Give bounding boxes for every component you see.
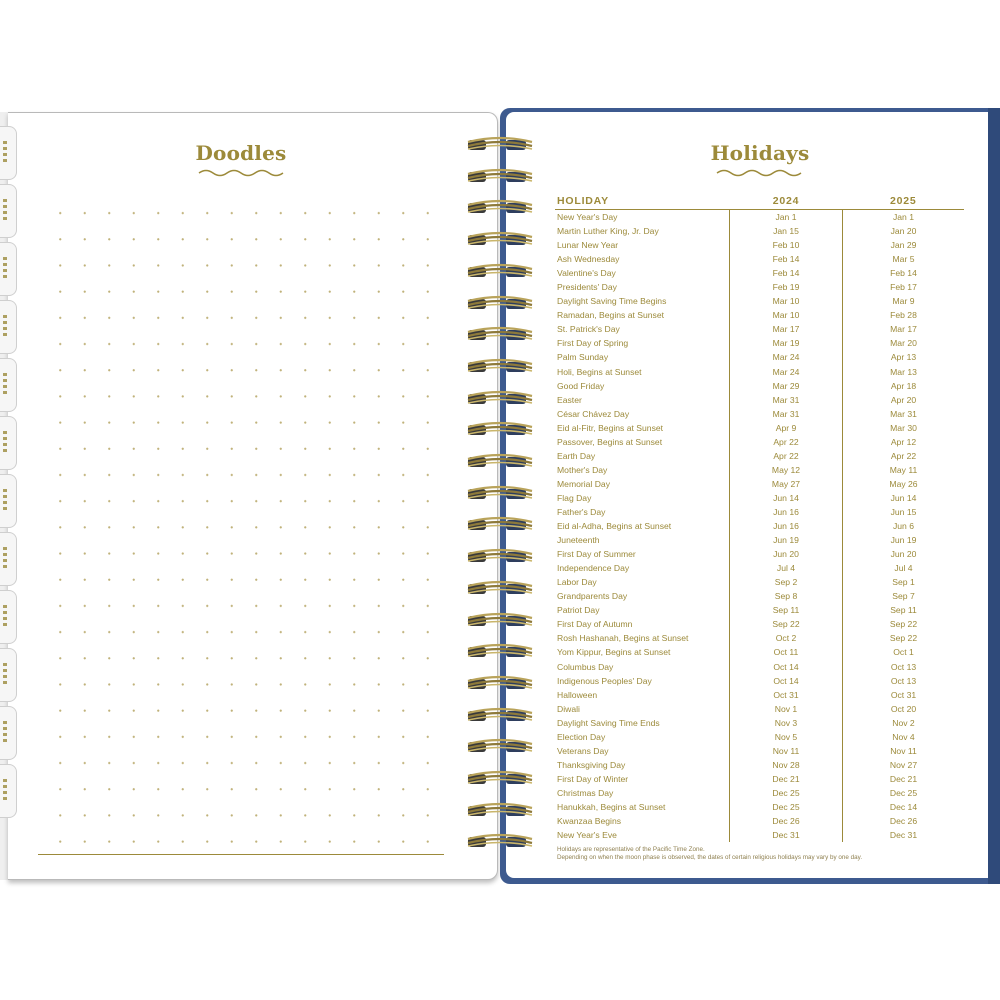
month-tab[interactable]	[0, 764, 17, 818]
holiday-name-cell: Good Friday	[557, 380, 605, 391]
month-tab[interactable]	[0, 300, 17, 354]
holiday-name-cell: New Year's Eve	[557, 830, 617, 841]
date-2024-cell: May 27	[730, 477, 843, 491]
holiday-name-cell: First Day of Winter	[557, 773, 629, 784]
date-2024-cell: Mar 10	[730, 308, 843, 322]
date-2025-cell: Nov 27	[889, 759, 918, 770]
binding-ring-icon	[462, 263, 540, 281]
binding-ring-icon	[462, 390, 540, 408]
table-row	[555, 365, 964, 379]
date-2024-cell: Feb 10	[730, 238, 843, 252]
holiday-name-cell: César Chávez Day	[557, 408, 630, 419]
date-2024-cell: Nov 1	[730, 702, 843, 716]
date-2024-cell: Jun 20	[730, 547, 843, 561]
table-row	[555, 252, 964, 266]
binding-ring-icon	[462, 802, 540, 820]
date-2024-cell: Apr 22	[730, 449, 843, 463]
holiday-name-cell: Passover, Begins at Sunset	[557, 436, 663, 447]
table-row	[555, 716, 964, 730]
binding-ring-icon	[462, 770, 540, 788]
holiday-name-cell: First Day of Autumn	[557, 619, 633, 630]
holiday-name-cell: Flag Day	[557, 492, 592, 503]
date-2024-cell: Sep 11	[730, 603, 843, 617]
table-row	[555, 702, 964, 716]
date-2025-cell: Apr 12	[890, 436, 917, 447]
date-2025-cell: Jun 20	[890, 549, 917, 560]
binding-ring-icon	[462, 643, 540, 661]
date-2024-cell: Nov 3	[730, 716, 843, 730]
table-row	[555, 224, 964, 238]
date-2025-cell: Oct 13	[890, 675, 917, 686]
date-2025-cell: Jun 14	[890, 492, 917, 503]
date-2025-cell: Dec 25	[889, 787, 918, 798]
holiday-name-cell: Patriot Day	[557, 605, 600, 616]
holidays-table-body	[555, 210, 964, 843]
date-2024-cell: Jun 14	[730, 491, 843, 505]
table-row	[555, 379, 964, 393]
date-2025-cell: Jan 29	[890, 240, 917, 251]
date-2025-cell: Sep 22	[889, 619, 918, 630]
holiday-name-cell: Valentine's Day	[557, 268, 616, 279]
date-2025-cell: Nov 4	[892, 731, 915, 742]
holidays-footnote	[557, 846, 977, 862]
table-row	[555, 266, 964, 280]
date-2024-cell: Feb 19	[730, 280, 843, 294]
wavy-divider-icon	[198, 168, 284, 178]
column-header-2025: 2025	[843, 194, 965, 210]
dot-grid[interactable]	[48, 200, 438, 844]
table-row	[555, 505, 964, 519]
date-2024-cell: Jun 16	[730, 519, 843, 533]
holidays-title: Holidays	[710, 141, 810, 165]
date-2025-cell: Jun 6	[892, 521, 915, 532]
binding-ring-icon	[462, 453, 540, 471]
date-2025-cell: Apr 18	[890, 380, 917, 391]
date-2025-cell: Oct 1	[893, 647, 914, 658]
holiday-name-cell: Veterans Day	[557, 745, 609, 756]
date-2025-cell: Apr 13	[890, 352, 917, 363]
date-2024-cell: Oct 2	[730, 631, 843, 645]
date-2024-cell: Dec 26	[730, 814, 843, 828]
date-2024-cell: Apr 22	[730, 435, 843, 449]
holiday-name-cell: First Day of Spring	[557, 338, 629, 349]
date-2024-cell: Mar 29	[730, 379, 843, 393]
date-2025-cell: Dec 26	[889, 816, 918, 827]
date-2024-cell: Nov 5	[730, 730, 843, 744]
date-2024-cell: Sep 8	[730, 589, 843, 603]
table-row	[555, 828, 964, 842]
doodle-baseline	[38, 854, 444, 855]
binding-ring-icon	[462, 485, 540, 503]
binding-ring-icon	[462, 833, 540, 851]
date-2025-cell: Oct 20	[890, 703, 917, 714]
date-2025-cell: Sep 7	[892, 591, 915, 602]
holiday-name-cell: Yom Kippur, Begins at Sunset	[557, 647, 671, 658]
table-row	[555, 449, 964, 463]
footnote-line: Holidays are representative of the Pacific Time Zone.	[557, 846, 705, 853]
holiday-name-cell: Earth Day	[557, 450, 596, 461]
table-row	[555, 744, 964, 758]
month-tab[interactable]	[0, 358, 17, 412]
date-2024-cell: Oct 14	[730, 674, 843, 688]
date-2025-cell: Jun 19	[890, 535, 917, 546]
table-row	[555, 210, 964, 225]
binding-ring-icon	[462, 231, 540, 249]
holiday-name-cell: First Day of Summer	[557, 549, 636, 560]
binding-ring-icon	[462, 168, 540, 186]
binding-ring-icon	[462, 612, 540, 630]
holiday-name-cell: Indigenous Peoples' Day	[557, 675, 652, 686]
holiday-name-cell: Ramadan, Begins at Sunset	[557, 310, 665, 321]
month-tab[interactable]	[0, 416, 17, 470]
holiday-name-cell: Eid al-Fitr, Begins at Sunset	[557, 422, 664, 433]
binding-ring-icon	[462, 548, 540, 566]
date-2025-cell: Jan 1	[892, 212, 915, 223]
table-row	[555, 674, 964, 688]
binding-ring-icon	[462, 675, 540, 693]
holiday-name-cell: Ash Wednesday	[557, 254, 620, 265]
twin-wire-spiral-binding-icon	[462, 136, 540, 866]
table-row	[555, 491, 964, 505]
date-2025-cell: Sep 11	[890, 605, 917, 616]
date-2024-cell: Mar 31	[730, 407, 843, 421]
date-2025-cell: Oct 31	[890, 689, 917, 700]
wavy-divider-icon	[716, 168, 802, 178]
date-2025-cell: Nov 2	[892, 717, 915, 728]
table-row	[555, 575, 964, 589]
date-2024-cell: Mar 24	[730, 365, 843, 379]
binding-ring-icon	[462, 295, 540, 313]
date-2025-cell: Oct 13	[890, 661, 917, 672]
doodles-title: Doodles	[195, 141, 287, 165]
holiday-name-cell: Columbus Day	[557, 661, 614, 672]
column-header-2024: 2024	[730, 194, 843, 210]
table-row	[555, 617, 964, 631]
date-2025-cell: Mar 5	[892, 254, 915, 265]
holiday-name-cell: Labor Day	[557, 577, 597, 588]
date-2024-cell: Sep 2	[730, 575, 843, 589]
table-row	[555, 660, 964, 674]
table-row	[555, 814, 964, 828]
table-row	[555, 519, 964, 533]
date-2025-cell: Mar 20	[890, 338, 917, 349]
month-tab[interactable]	[0, 126, 17, 180]
table-row	[555, 533, 964, 547]
date-2025-cell: Jul 4	[894, 563, 913, 574]
date-2025-cell: Apr 22	[890, 450, 917, 461]
date-2024-cell: Mar 17	[730, 322, 843, 336]
date-2024-cell: Mar 24	[730, 350, 843, 364]
table-row	[555, 688, 964, 702]
back-cover-edge	[988, 108, 1000, 884]
table-row	[555, 407, 964, 421]
month-tab[interactable]	[0, 532, 17, 586]
holiday-name-cell: Palm Sunday	[557, 352, 609, 363]
date-2025-cell: Nov 11	[890, 745, 917, 756]
holiday-name-cell: Election Day	[557, 731, 606, 742]
month-tab[interactable]	[0, 648, 17, 702]
date-2025-cell: Mar 31	[890, 408, 917, 419]
date-2025-cell: Dec 14	[889, 801, 918, 812]
holiday-name-cell: Holi, Begins at Sunset	[557, 366, 642, 377]
binding-ring-icon	[462, 326, 540, 344]
date-2024-cell: Apr 9	[730, 421, 843, 435]
holiday-name-cell: Halloween	[557, 689, 598, 700]
date-2025-cell: Jan 20	[890, 226, 917, 237]
date-2024-cell: Oct 31	[730, 688, 843, 702]
table-header-row	[555, 194, 964, 210]
date-2025-cell: Dec 31	[889, 830, 918, 841]
date-2025-cell: Mar 9	[892, 296, 915, 307]
date-2025-cell: Dec 21	[889, 773, 918, 784]
date-2025-cell: Mar 13	[890, 366, 917, 377]
holiday-name-cell: Martin Luther King, Jr. Day	[557, 226, 659, 237]
holiday-name-cell: Daylight Saving Time Begins	[557, 296, 667, 307]
date-2024-cell: Oct 11	[730, 645, 843, 659]
date-2024-cell: Dec 21	[730, 772, 843, 786]
binding-ring-icon	[462, 199, 540, 217]
date-2024-cell: Jun 16	[730, 505, 843, 519]
month-tab[interactable]	[0, 242, 17, 296]
table-row	[555, 421, 964, 435]
holiday-name-cell: Grandparents Day	[557, 591, 628, 602]
date-2025-cell: Mar 17	[890, 324, 917, 335]
date-2025-cell: Mar 30	[890, 422, 917, 433]
holiday-name-cell: Eid al-Adha, Begins at Sunset	[557, 521, 672, 532]
date-2024-cell: Jun 19	[730, 533, 843, 547]
binding-ring-icon	[462, 421, 540, 439]
date-2024-cell: Mar 10	[730, 294, 843, 308]
date-2025-cell: Sep 22	[889, 633, 918, 644]
table-row	[555, 631, 964, 645]
month-tab[interactable]	[0, 590, 17, 644]
date-2024-cell: Jan 1	[730, 210, 843, 225]
table-row	[555, 645, 964, 659]
table-row	[555, 786, 964, 800]
holiday-name-cell: Juneteenth	[557, 535, 600, 546]
table-row	[555, 280, 964, 294]
table-row	[555, 589, 964, 603]
holiday-name-cell: Independence Day	[557, 563, 630, 574]
date-2024-cell: Dec 25	[730, 786, 843, 800]
holiday-name-cell: Lunar New Year	[557, 240, 619, 251]
date-2025-cell: Feb 17	[890, 282, 917, 293]
date-2024-cell: May 12	[730, 463, 843, 477]
table-row	[555, 238, 964, 252]
binding-ring-icon	[462, 580, 540, 598]
date-2024-cell: Mar 19	[730, 336, 843, 350]
holiday-name-cell: Presidents' Day	[557, 282, 617, 293]
date-2025-cell: Apr 20	[890, 394, 917, 405]
date-2025-cell: May 26	[889, 478, 918, 489]
holiday-name-cell: Easter	[557, 394, 582, 405]
footnote-line: Depending on when the moon phase is observed, the dates of certain religious holidays may vary by one day.	[557, 854, 863, 861]
date-2025-cell: Feb 14	[890, 268, 917, 279]
binding-ring-icon	[462, 358, 540, 376]
table-row	[555, 547, 964, 561]
holiday-name-cell: New Year's Day	[557, 212, 618, 223]
binding-ring-icon	[462, 738, 540, 756]
holiday-name-cell: Memorial Day	[557, 478, 611, 489]
holiday-name-cell: Rosh Hashanah, Begins at Sunset	[557, 633, 689, 644]
table-row	[555, 435, 964, 449]
month-tab[interactable]	[0, 474, 17, 528]
month-tab[interactable]	[0, 706, 17, 760]
table-row	[555, 322, 964, 336]
date-2025-cell: Sep 1	[892, 577, 915, 588]
table-row	[555, 477, 964, 491]
date-2024-cell: Jan 15	[730, 224, 843, 238]
table-row	[555, 603, 964, 617]
date-2024-cell: Feb 14	[730, 266, 843, 280]
month-tab[interactable]	[0, 184, 17, 238]
date-2024-cell: Feb 14	[730, 252, 843, 266]
table-row	[555, 800, 964, 814]
holiday-name-cell: St. Patrick's Day	[557, 324, 620, 335]
table-row	[555, 350, 964, 364]
binding-ring-icon	[462, 516, 540, 534]
holiday-name-cell: Christmas Day	[557, 787, 614, 798]
date-2024-cell: Oct 14	[730, 660, 843, 674]
holiday-name-cell: Kwanzaa Begins	[557, 816, 622, 827]
binding-ring-icon	[462, 136, 540, 154]
table-row	[555, 336, 964, 350]
date-2024-cell: Mar 31	[730, 393, 843, 407]
date-2024-cell: Dec 25	[730, 800, 843, 814]
date-2024-cell: Nov 11	[730, 744, 843, 758]
holiday-name-cell: Thanksgiving Day	[557, 759, 626, 770]
table-row	[555, 772, 964, 786]
binding-ring-icon	[462, 707, 540, 725]
table-row	[555, 730, 964, 744]
table-row	[555, 393, 964, 407]
date-2025-cell: Jun 15	[890, 507, 917, 517]
date-2024-cell: Jul 4	[730, 561, 843, 575]
date-2025-cell: Feb 28	[890, 310, 917, 321]
table-row	[555, 758, 964, 772]
date-2024-cell: Nov 28	[730, 758, 843, 772]
date-2025-cell: May 11	[889, 464, 918, 475]
table-row	[555, 294, 964, 308]
holiday-name-cell: Diwali	[557, 703, 580, 714]
holidays-table	[555, 194, 964, 842]
holiday-name-cell: Daylight Saving Time Ends	[557, 717, 660, 728]
table-row	[555, 308, 964, 322]
holiday-name-cell: Mother's Day	[557, 464, 608, 475]
table-row	[555, 561, 964, 575]
column-header-holiday: HOLIDAY	[555, 194, 730, 210]
table-row	[555, 463, 964, 477]
date-2024-cell: Dec 31	[730, 828, 843, 842]
date-2024-cell: Sep 22	[730, 617, 843, 631]
holiday-name-cell: Father's Day	[557, 507, 606, 517]
month-tabs	[0, 116, 18, 816]
holiday-name-cell: Hanukkah, Begins at Sunset	[557, 801, 666, 812]
